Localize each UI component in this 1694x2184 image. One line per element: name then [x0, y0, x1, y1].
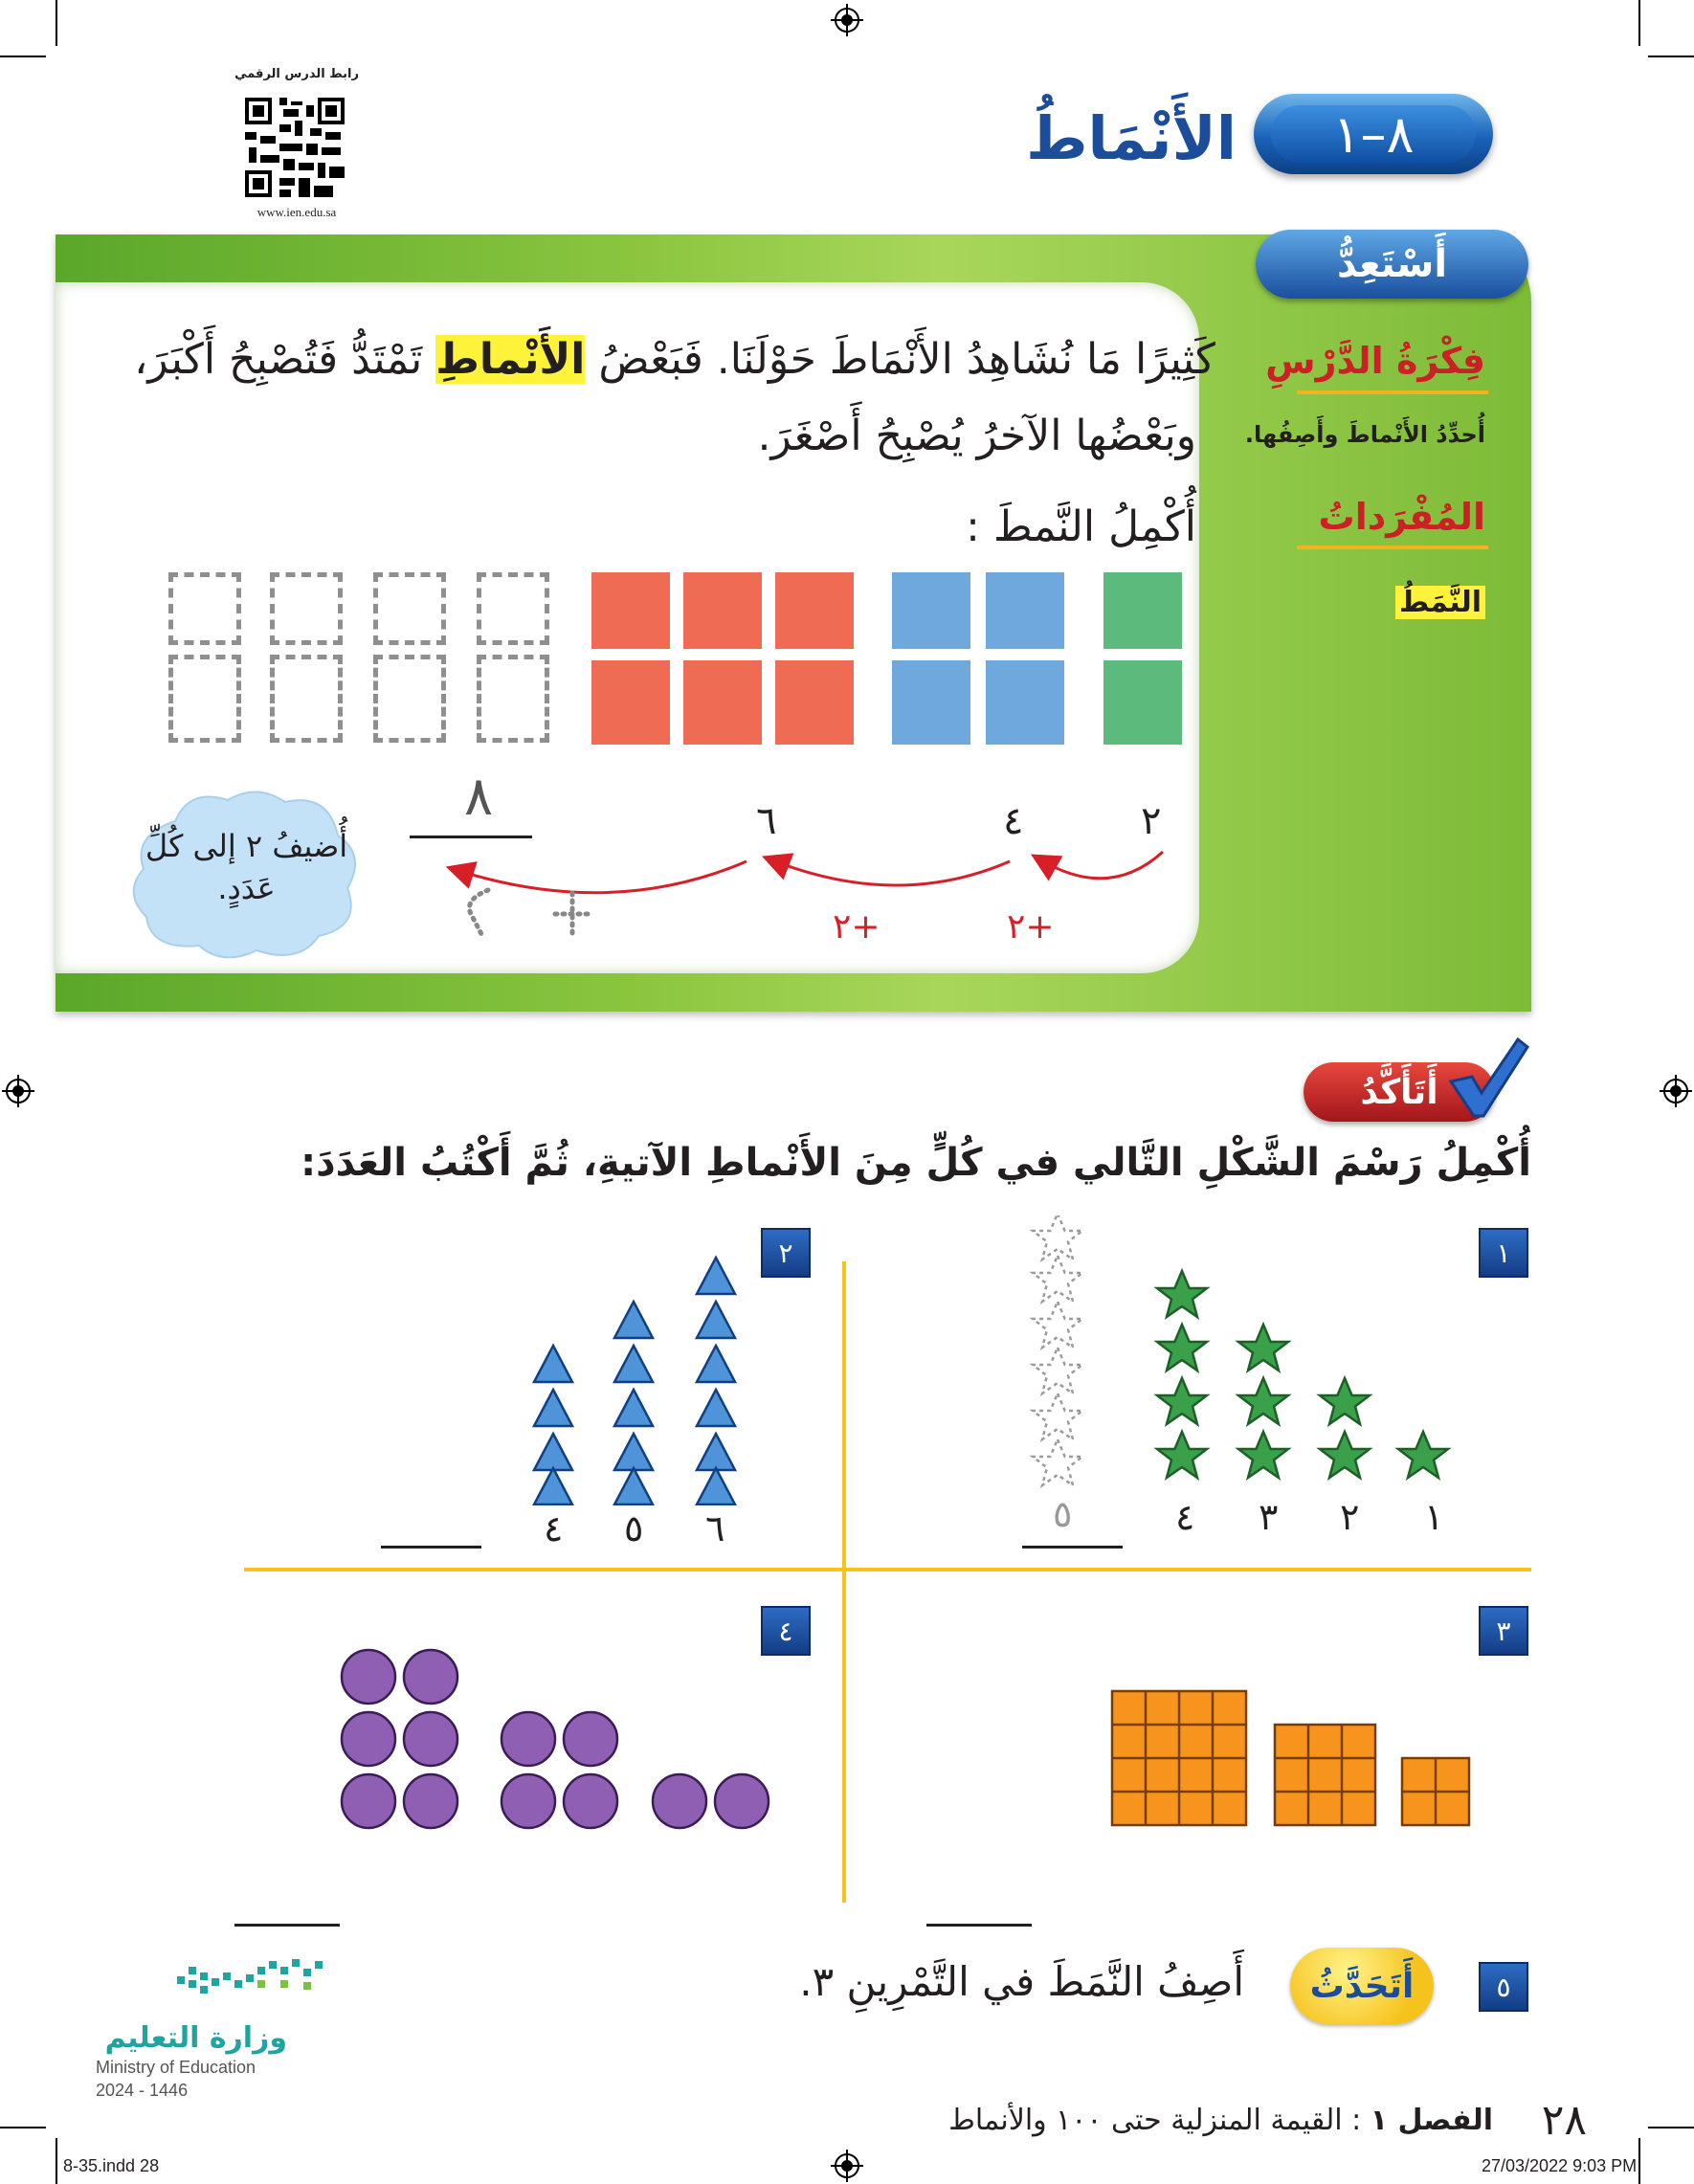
dashed-square: [168, 572, 241, 645]
green-square: [1103, 572, 1182, 649]
answer-line[interactable]: [926, 1924, 1032, 1927]
hint-text: أُضيفُ ٢ إلى كُلِّ عَدَدٍ.: [145, 828, 348, 906]
answer-line[interactable]: [234, 1924, 340, 1927]
complete-pattern-prompt: أُكْمِلُ النَّمطَ :: [966, 502, 1196, 551]
intro-line-2: وبَعْضُها الآخرُ يُصْبِحُ أَصْغَرَ.: [757, 412, 1196, 460]
exercise-number: ٤: [761, 1606, 811, 1656]
ready-badge: أَسْتَعِدُّ: [1256, 230, 1528, 299]
chapter-footer: [948, 2104, 1493, 2137]
exercise-number: ٣: [1479, 1606, 1528, 1656]
blue-square: [986, 660, 1064, 745]
check-badge: أَتَأَكَّدُ: [1304, 1062, 1495, 1122]
dashed-square: [168, 655, 241, 743]
figure-label: ٥: [624, 1507, 644, 1549]
qr-url: www.ien.edu.sa: [256, 205, 337, 219]
exercise-number: ٥: [1479, 1962, 1528, 2012]
registration-mark-icon: [2, 1075, 34, 1107]
figure-label: ٢: [1340, 1496, 1360, 1538]
exercise-number: ٢: [761, 1228, 811, 1278]
blue-square: [892, 660, 970, 745]
date-slug: 27/03/2022 9:03 PM: [1482, 2156, 1638, 2175]
answer-line[interactable]: [381, 1546, 481, 1549]
figure-label: ٤: [1175, 1496, 1195, 1538]
figure-answer: ٥: [1053, 1493, 1073, 1535]
divider: [842, 1261, 846, 1903]
stars-pattern: [1029, 1215, 1469, 1503]
blue-square: [986, 572, 1064, 649]
qr-code-icon[interactable]: [241, 94, 348, 201]
chapter-title: : القيمة المنزلية حتى ١٠٠ والأنماط: [948, 2104, 1362, 2137]
divider: [1297, 546, 1488, 549]
ministry-name-en: Ministry of Education: [96, 2058, 256, 2077]
vocabulary-title: المُفْرَداتُ: [1318, 496, 1485, 538]
dashed-square: [270, 572, 343, 645]
qr-caption: رابط الدرس الرقمي: [234, 67, 359, 81]
intro-line-1: [134, 335, 1215, 384]
dashed-square: [477, 572, 549, 645]
grid-squares-pattern: [1110, 1689, 1479, 1828]
dashed-square: [373, 655, 446, 743]
answer-line[interactable]: [1022, 1546, 1123, 1549]
dashed-square: [477, 655, 549, 743]
triangles-pattern: [526, 1252, 747, 1505]
dashed-square: [373, 572, 446, 645]
ministry-year: 2024 - 1446: [96, 2081, 189, 2100]
red-square: [683, 572, 762, 649]
highlighted-term: الأَنْماطِ: [435, 335, 586, 384]
dashed-square: [270, 655, 343, 743]
divider: [1297, 390, 1488, 394]
pattern-answer: ٨: [464, 766, 494, 828]
red-square: [591, 660, 670, 745]
dotted-guide-icon: [459, 885, 613, 943]
ministry-logo-icon: [167, 1948, 340, 2015]
lesson-idea-title: فِكْرَةُ الدَّرْسِ: [1265, 340, 1485, 382]
pattern-number: ٦: [756, 799, 777, 843]
checkmark-icon: [1443, 1034, 1529, 1120]
intro-text: تَمْتَدُّ فَتُصْبِحُ أَكْبَرَ،: [134, 335, 423, 384]
figure-label: ٣: [1259, 1496, 1279, 1538]
lesson-number-badge: [1254, 94, 1493, 174]
registration-mark-icon: [831, 2150, 863, 2182]
intro-text: كَثِيرًا مَا نُشَاهِدُ الأَنْمَاطَ حَوْلَنَا. فَبَعْضُ: [598, 335, 1215, 384]
answer-line: [410, 836, 532, 838]
registration-mark-icon: [1660, 1075, 1692, 1107]
page-number: ٢٨: [1541, 2096, 1587, 2145]
red-square: [683, 660, 762, 745]
figure-label: ٤: [544, 1507, 564, 1549]
pattern-number: ٤: [1003, 799, 1024, 843]
lesson-number: ٨–١: [1271, 105, 1476, 163]
lesson-idea-text: أُحدِّدُ الأَنْماطَ وأَصِفُها.: [1244, 421, 1485, 448]
divider: [244, 1568, 1531, 1571]
exercise-number: ١: [1479, 1228, 1528, 1278]
talk-question: أَصِفُ النَّمَطَ في التَّمْرِينِ ٣.: [799, 1958, 1244, 2005]
red-square: [775, 660, 854, 745]
chapter-label: الفصل ١: [1370, 2104, 1493, 2137]
pattern-number: ٢: [1141, 799, 1162, 843]
ministry-name-ar: وزارة التعليم: [104, 2021, 287, 2055]
file-slug: 8-35.indd 28: [63, 2156, 160, 2175]
blue-square: [892, 572, 970, 649]
check-instruction: أُكْمِلُ رَسْمَ الشَّكْلِ التَّالي في كُلٍّ مِنَ الأَنْماطِ الآتيةِ، ثُمَّ أَكْتُبُ العَدَدَ:: [301, 1141, 1531, 1185]
circles-pattern: [340, 1648, 770, 1830]
red-square: [591, 572, 670, 649]
figure-label: ١: [1424, 1496, 1444, 1538]
registration-mark-icon: [831, 4, 863, 36]
figure-label: ٦: [705, 1507, 725, 1549]
red-square: [775, 572, 854, 649]
increment-label: +٢: [833, 907, 880, 947]
vocabulary-word: النَّمَطُ: [1395, 586, 1485, 619]
green-square: [1103, 660, 1182, 745]
increment-label: +٢: [1007, 907, 1055, 947]
talk-badge: أَتَحَدَّثُ: [1290, 1948, 1434, 2024]
page-title: الأَنْمَاطُ: [1026, 103, 1237, 173]
